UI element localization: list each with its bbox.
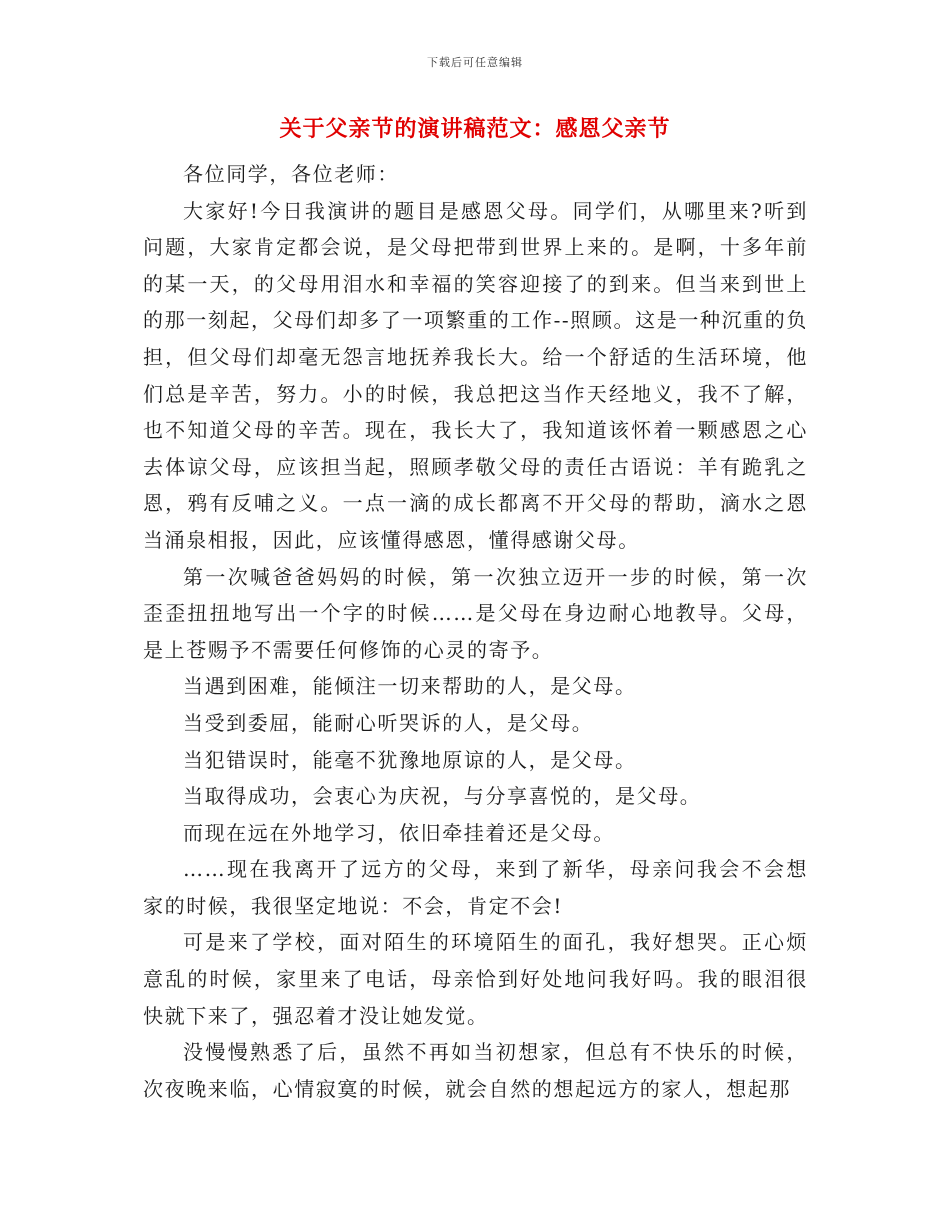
paragraph: 第一次喊爸爸妈妈的时候，第一次独立迈开一步的时候，第一次歪歪扭扭地写出一个字的时候……是父母在身边耐心地教导。父母，是上苍赐予不需要任何修饰的心灵的寄予。 — [143, 564, 808, 662]
paragraph: 可是来了学校，面对陌生的环境陌生的面孔，我好想哭。正心烦意乱的时候，家里来了电话，母亲恰到好处地问我好吗。我的眼泪很快就下来了，强忍着才没让她发觉。 — [143, 930, 808, 1028]
document-body — [143, 156, 808, 1107]
paragraph: 当遇到困难，能倾注一切来帮助的人，是父母。 — [183, 674, 637, 699]
paragraph: 大家好!今日我演讲的题目是感恩父母。同学们，从哪里来?听到问题，大家肯定都会说，是父母把带到世界上来的。是啊，十多年前的某一天，的父母用泪水和幸福的笑容迎接了的到来。但当来到世上的那一刻起，父母们却多了一项繁重的工作--照顾。这是一种沉重的负担，但父母们却毫无怨言地抚养我长大。给一个舒适的生活环境，他们总是辛苦，努力。小的时候，我总把这当作天经地义，我不了解，也不知道父母的辛苦。现在，我长大了，我知道该怀着一颗感恩之心去体谅父母，应该担当起，照顾孝敬父母的责任古语说：羊有跪乳之恩，鸦有反哺之义。一点一滴的成长都离不开父母的帮助，滴水之恩当涌泉相报，因此，应该懂得感恩，懂得感谢父母。 — [143, 198, 808, 552]
paragraph: 当犯错误时，能毫不犹豫地原谅的人，是父母。 — [183, 747, 637, 772]
document-title: 关于父亲节的演讲稿范文：感恩父亲节 — [279, 116, 671, 142]
paragraph: 而现在远在外地学习，依旧牵挂着还是父母。 — [183, 820, 615, 845]
paragraph: ……现在我离开了远方的父母，来到了新华，母亲问我会不会想家的时候，我很坚定地说：不会，肯定不会! — [143, 857, 808, 918]
header-note: 下载后可任意编辑 — [427, 56, 523, 69]
paragraph-greeting: 各位同学，各位老师： — [183, 162, 399, 186]
paragraph: 当受到委屈，能耐心听哭诉的人，是父母。 — [183, 710, 594, 735]
paragraph: 没慢慢熟悉了后，虽然不再如当初想家，但总有不快乐的时候，次夜晚来临，心情寂寞的时候，就会自然的想起远方的家人，想起那 — [143, 1040, 808, 1101]
paragraph: 当取得成功，会衷心为庆祝，与分享喜悦的，是父母。 — [183, 784, 702, 809]
